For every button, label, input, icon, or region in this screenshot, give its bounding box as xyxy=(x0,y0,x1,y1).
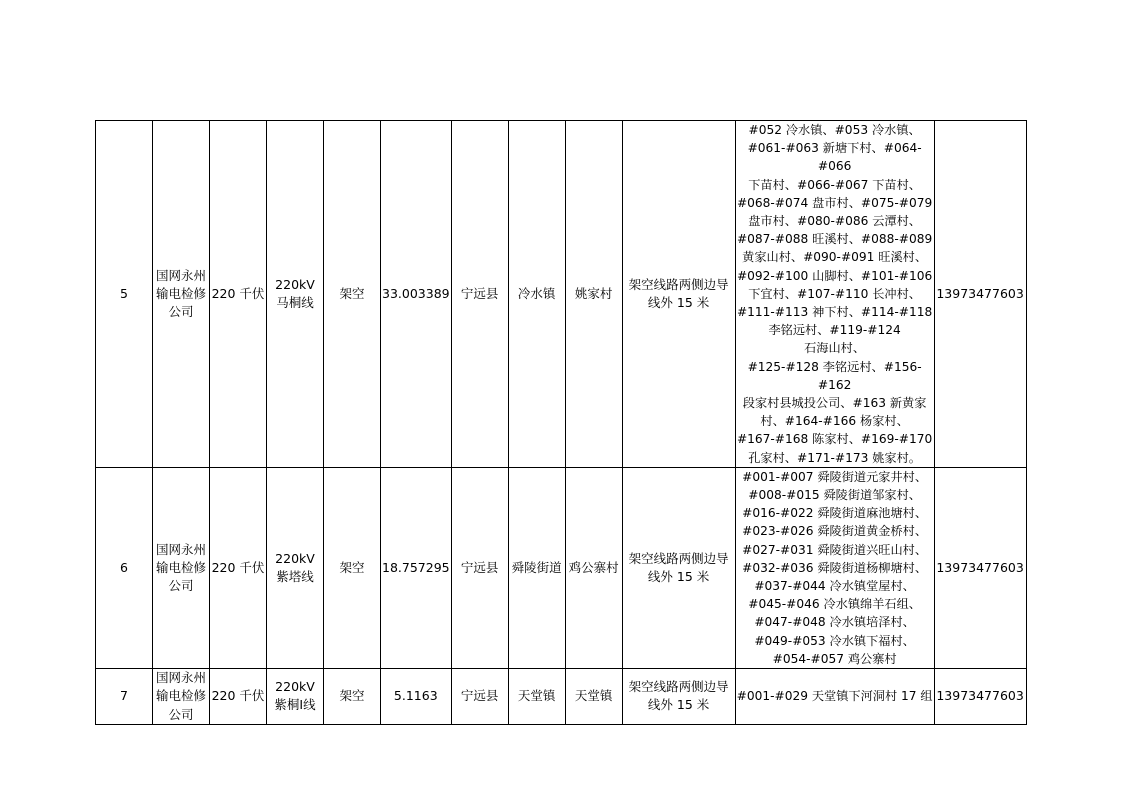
cell-county: 宁远县 xyxy=(451,669,508,725)
cell-village: 姚家村 xyxy=(565,121,622,468)
cell-tower-list: #001-#029 天堂镇下河洞村 17 组 xyxy=(735,669,934,725)
cell-phone: 13973477603 xyxy=(934,121,1026,468)
cell-protection-range: 架空线路两侧边导线外 15 米 xyxy=(622,467,735,668)
cell-no: 7 xyxy=(96,669,153,725)
cell-county: 宁远县 xyxy=(451,467,508,668)
cell-voltage: 220 千伏 xyxy=(210,467,267,668)
cell-voltage: 220 千伏 xyxy=(210,669,267,725)
cell-county: 宁远县 xyxy=(451,121,508,468)
cell-length: 5.1163 xyxy=(381,669,452,725)
cell-voltage: 220 千伏 xyxy=(210,121,267,468)
cell-village: 天堂镇 xyxy=(565,669,622,725)
cell-line-name: 220kV 紫塔线 xyxy=(267,467,324,668)
cell-length: 18.757295 xyxy=(381,467,452,668)
cell-town: 冷水镇 xyxy=(508,121,565,468)
cell-no: 5 xyxy=(96,121,153,468)
cell-tower-list: #001-#007 舜陵街道元家井村、 #008-#015 舜陵街道邹家村、 #016-#022 舜陵街道麻池塘村、 #023-#026 舜陵街道黄金桥村、 #027-#031 舜陵街道兴旺山村、 #032-#036 舜陵街道杨柳塘村、 #037-#044 冷水镇堂屋村、 #045-#046 冷水镇绵羊石组、 #047-#048 冷水镇培泽村、 #049-#053 冷水镇下福村、 #054-#057 鸡公寨村 xyxy=(735,467,934,668)
table-row xyxy=(96,121,1027,468)
cell-line-name: 220kV 马桐线 xyxy=(267,121,324,468)
table-row xyxy=(96,669,1027,725)
pipeline-protection-table xyxy=(95,120,1027,725)
cell-unit: 国网永州输电检修公司 xyxy=(153,669,210,725)
cell-line-type: 架空 xyxy=(324,467,381,668)
cell-unit: 国网永州输电检修公司 xyxy=(153,467,210,668)
cell-protection-range: 架空线路两侧边导线外 15 米 xyxy=(622,121,735,468)
cell-village: 鸡公寨村 xyxy=(565,467,622,668)
cell-phone: 13973477603 xyxy=(934,467,1026,668)
cell-length: 33.003389 xyxy=(381,121,452,468)
cell-line-type: 架空 xyxy=(324,669,381,725)
cell-town: 舜陵街道 xyxy=(508,467,565,668)
cell-no: 6 xyxy=(96,467,153,668)
cell-line-name: 220kV 紫桐Ⅰ线 xyxy=(267,669,324,725)
cell-protection-range: 架空线路两侧边导线外 15 米 xyxy=(622,669,735,725)
cell-town: 天堂镇 xyxy=(508,669,565,725)
cell-phone: 13973477603 xyxy=(934,669,1026,725)
cell-tower-list: #052 冷水镇、#053 冷水镇、 #061-#063 新塘下村、#064-#066 下苗村、#066-#067 下苗村、 #068-#074 盘市村、#075-#079 盘市村、#080-#086 云潭村、 #087-#088 旺溪村、#088-#089 黄家山村、#090-#091 旺溪村、 #092-#100 山脚村、#101-#106 下宜村、#107-#110 长冲村、 #111-#113 神下村、#114-#118 李铭远村、#119-#124 石海山村、 #125-#128 李铭远村、#156-#162 段家村县城投公司、#163 新黄家 村、#164-#166 杨家村、 #167-#168 陈家村、#169-#170 孔家村、#171-#173 姚家村。 xyxy=(735,121,934,468)
table-row xyxy=(96,467,1027,668)
cell-unit: 国网永州输电检修公司 xyxy=(153,121,210,468)
cell-line-type: 架空 xyxy=(324,121,381,468)
